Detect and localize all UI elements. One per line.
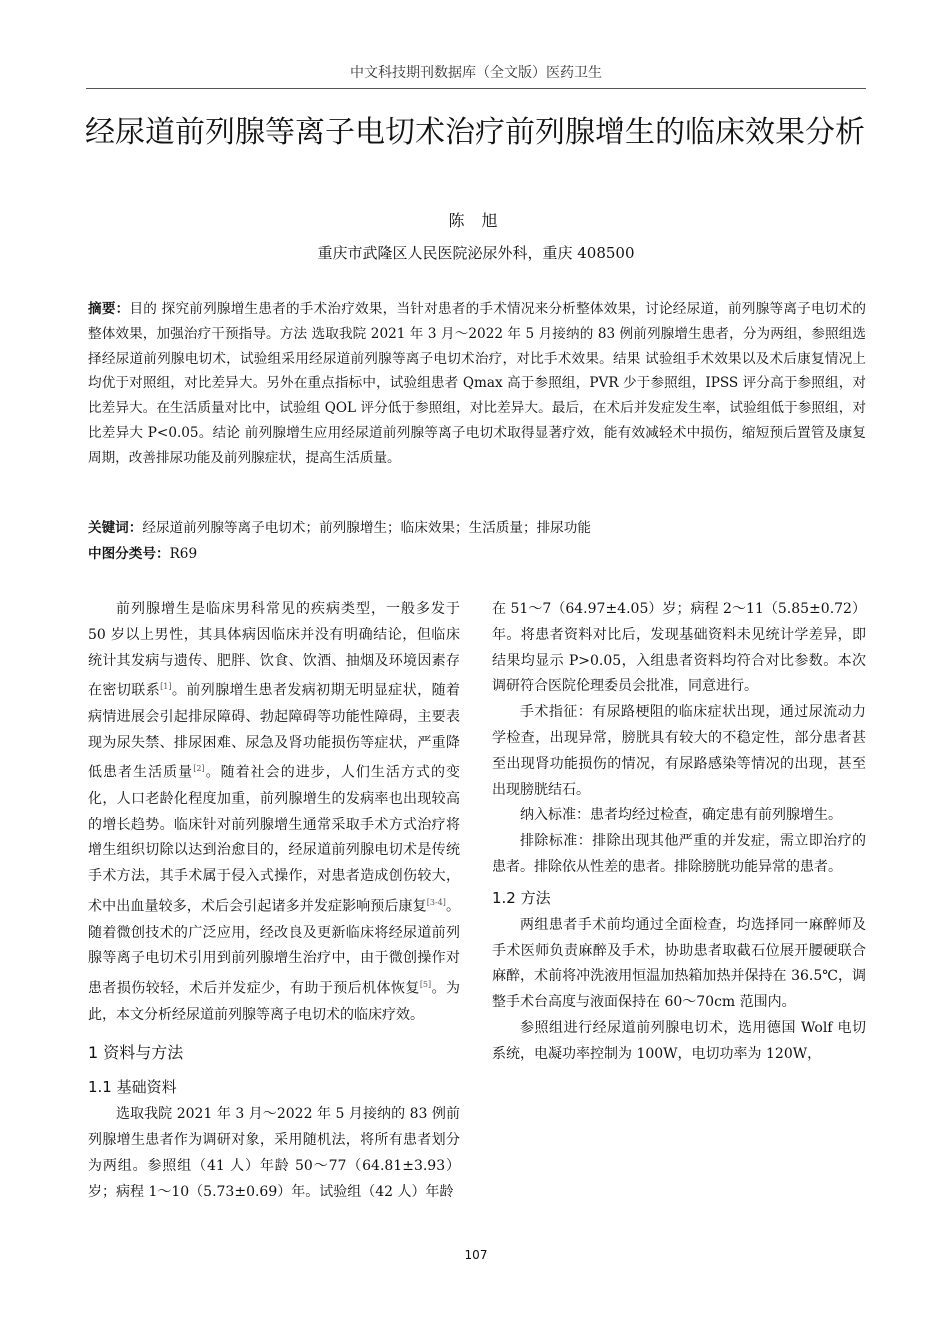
author: 陈 旭 (448, 211, 504, 230)
intro-text-2: 。前列腺增生患者发病初期无明显症状，随着病情进展会引起排尿障碍、勃起障碍等功能性障碍，主要表现为尿失禁、排尿困难、尿急及肾功能损伤等症状，严重降低患者生活质量 (88, 683, 461, 782)
intro-text-1: 前列腺增生是临床男科常见的疾病类型，一般多发于 50 岁以上男性，其具体病因临床并没有明确结论，但临床统计其发病与遗传、肥胖、饮食、饮酒、抽烟及环境因素存在密切联系 (88, 601, 460, 700)
page-number: 107 (464, 1248, 488, 1262)
paper-title: 经尿道前列腺等离子电切术治疗前列腺增生的临床效果分析 (85, 115, 865, 150)
materials-paragraph-continued: 在 51～7（64.97±4.05）岁；病程 2～11（5.85±0.72）年。将患者资料对比后，发现基础资料未见统计学差异，即结果均显示 P>0.05，入组患者资料均符合对比参数。本次调研符合医院伦理委员会批准，同意进行。 (492, 601, 866, 695)
classification-number (88, 542, 866, 566)
abstract-label: 摘要： (88, 301, 130, 317)
inclusion-criteria: 纳入标准：患者均经过检查，确定患有前列腺增生。 (520, 807, 842, 824)
section-heading: 1 资料与方法 (88, 1043, 184, 1063)
citation: [3-4] (426, 898, 446, 908)
inclusion-note: 手术指征：有尿路梗阻的临床症状出现，通过尿流动力学检查，出现异常，膀胱具有较大的不稳定性，部分患者甚至出现肾功能损伤的情况，有尿路感染等情况的出现，甚至出现膀胱结石。 (492, 704, 866, 798)
citation: [2] (193, 764, 205, 774)
left-column (88, 597, 460, 1206)
header-rule (86, 88, 866, 89)
methods-paragraph-1: 两组患者手术前均通过全面检查，均选择同一麻醉师及手术医师负责麻醉及手术，协助患者取截石位展开腰硬联合麻醉，术前将冲洗液用恒温加热箱加热并保持在 36.5℃，调整手术台高度与液面保持在 60～70cm 范围内。 (492, 916, 866, 1011)
intro-text-3: 。随着社会的进步，人们生活方式的变化，人口老龄化程度加重，前列腺增生的发病率也出现较高的增长趋势。临床针对前列腺增生通常采取手术方式治疗将增生组织切除以达到治愈目的，经尿道前列腺电切术是传统手术方法，其手术属于侵入式操作，对患者造成创伤较大，术中出血量较多，术后会引起诸多并发症影响预后康复 (88, 765, 461, 915)
exclusion-criteria: 排除标准：排除出现其他严重的并发症，需立即治疗的患者。排除依从性差的患者。排除膀胱功能异常的患者。 (492, 833, 866, 875)
intro-text-4: 。随着微创技术的广泛应用，经改良及更新临床将经尿道前列腺等离子电切术引用到前列腺增生治疗中，由于微创操作对患者损伤较轻，术后并发症少，有助于预后机体恢复 (88, 898, 461, 997)
intro-text-5: 。为此，本文分析经尿道前列腺等离子电切术的临床疗效。 (88, 980, 461, 1023)
intro-paragraph (88, 597, 460, 1028)
subsection-heading-methods: 1.2 方法 (492, 888, 551, 907)
journal-header: 中文科技期刊数据库（全文版）医药卫生 (350, 65, 602, 81)
keywords-label: 关键词： (88, 520, 143, 536)
materials-paragraph: 选取我院 2021 年 3 月～2022 年 5 月接纳的 83 例前列腺增生患者作为调研对象，采用随机法，将所有患者划分为两组。参照组（41 人）年龄 50～77（64.81±3.93）岁；病程 1～10（5.73±0.69）年。试验组（42 人）年龄 (88, 1106, 460, 1200)
keywords-text: 经尿道前列腺等离子电切术；前列腺增生；临床效果；生活质量；排尿功能 (142, 520, 591, 536)
right-column (492, 597, 866, 1068)
clc-label: 中图分类号： (88, 546, 170, 562)
citation: [1] (160, 682, 172, 692)
methods-paragraph-2: 参照组进行经尿道前列腺电切术，选用德国 Wolf 电切系统，电凝功率控制为 100W，电切功率为 120W， (492, 1019, 866, 1062)
citation: [5] (419, 980, 432, 990)
keywords (88, 516, 866, 540)
clc-text: R69 (169, 546, 198, 562)
subsection-heading: 1.1 基础资料 (88, 1078, 177, 1097)
abstract (88, 297, 866, 471)
affiliation: 重庆市武隆区人民医院泌尿外科，重庆 408500 (317, 244, 635, 262)
abstract-text: 目的 探究前列腺增生患者的手术治疗效果，当针对患者的手术情况来分析整体效果，讨论经尿道，前列腺等离子电切术的整体效果，加强治疗干预指导。方法 选取我院 2021 年 3 月～2022 年 5 月接纳的 83 例前列腺增生患者，分为两组，参照组选择经尿道前列腺电切术，试验组采用经尿道前列腺等离子电切术治疗，对比手术效果。结果 试验组手术效果以及术后康复情况上均优于对照组，对比差异大。另外在重点指标中，试验组患者 Qmax 高于参照组，PVR 少于参照组，IPSS 评分高于参照组，对比差异大。在生活质量对比中，试验组 QOL 评分低于参照组，对比差异大。最后，在术后并发症发生率，试验组低于参照组，对比差异大 P<0.05。结论 前列腺增生应用经尿道前列腺等离子电切术取得显著疗效，能有效减轻术中损伤，缩短预后置管及康复周期，改善排尿功能及前列腺症状，提高生活质量。 (88, 301, 866, 466)
